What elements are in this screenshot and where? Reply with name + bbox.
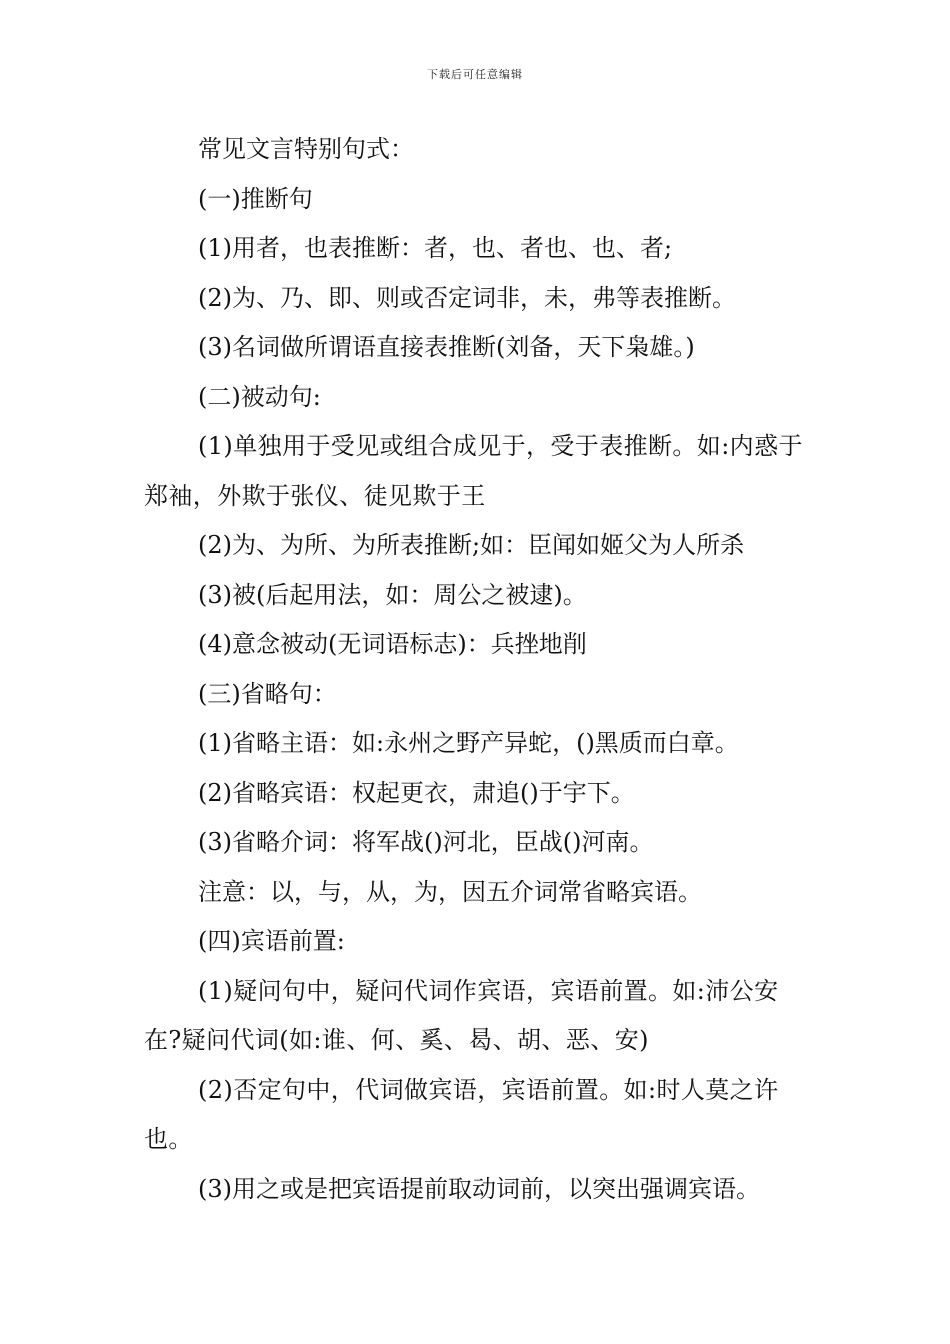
list-item: (1)单独用于受见或组合成见于，受于表推断。如:内惑于郑袖，外欺于张仪、徒见欺于王	[144, 432, 803, 510]
list-item: (3)名词做所谓语直接表推断(刘备，天下枭雄。)	[198, 333, 695, 361]
heading-judgment-sentence: (一)推断句	[198, 184, 313, 213]
heading-omission-sentence: (三)省略句：	[198, 679, 337, 708]
list-item: (2)否定句中，代词做宾语，宾语前置。如:时人莫之许也。	[144, 1075, 779, 1153]
list-item: (3)被(后起用法，如：周公之被逮)。	[198, 580, 587, 609]
heading-object-preposing: (四)宾语前置:	[198, 927, 345, 955]
list-item: (1)用者，也表推断：者，也、者也、也、者;	[198, 234, 673, 262]
document-body	[144, 125, 812, 1214]
list-item: (2)省略宾语：权起更衣，肃追()于宇下。	[198, 778, 635, 807]
list-item: (1)疑问句中，疑问代词作宾语，宾语前置。如:沛公安在?疑问代词(如:谁、何、奚、曷、胡、恶、安)	[144, 976, 779, 1054]
list-item: (2)为、为所、为所表推断;如：臣闻如姬父为人所杀	[198, 531, 745, 559]
list-item: (4)意念被动(无词语标志)：兵挫地削	[198, 630, 587, 658]
list-item: (3)用之或是把宾语提前取动词前，以突出强调宾语。	[198, 1174, 760, 1203]
list-item: (3)省略介词：将军战()河北，臣战()河南。	[198, 828, 654, 856]
note: 注意：以，与，从，为，因五介词常省略宾语。	[198, 877, 702, 906]
section-title: 常见文言特别句式：	[198, 135, 414, 163]
heading-passive-sentence: (二)被动句:	[198, 382, 321, 411]
list-item: (1)省略主语：如:永州之野产异蛇，()黑质而白章。	[198, 729, 739, 757]
page-header: 下载后可任意编辑	[427, 68, 523, 81]
list-item: (2)为、乃、即、则或否定词非，未，弗等表推断。	[198, 283, 736, 312]
